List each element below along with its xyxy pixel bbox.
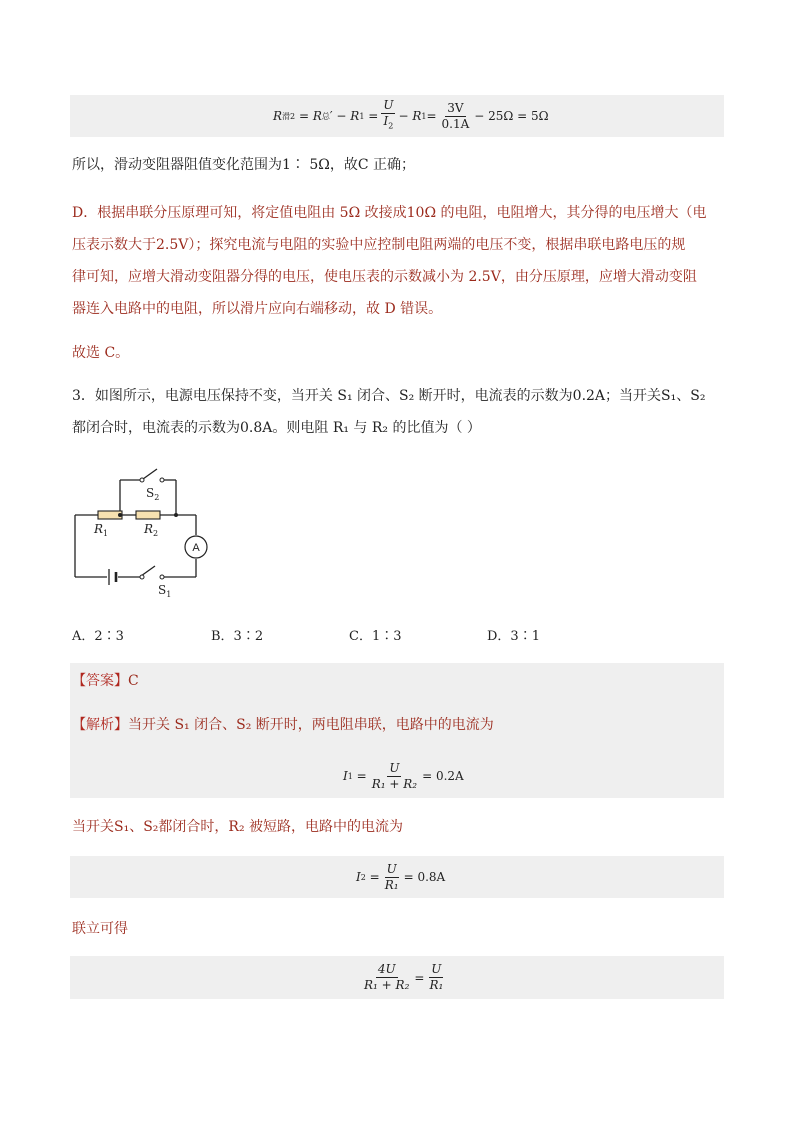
fraction-numerator: 3V (447, 100, 464, 115)
switch-s2-contact (140, 478, 144, 482)
paragraph-choose: 故选 C。 (72, 345, 130, 361)
analysis-line (72, 708, 494, 742)
s1-label: $S_1$ (158, 583, 172, 599)
answer-line (72, 664, 139, 698)
option-c: C．1∶3 (349, 629, 402, 644)
paragraph-union: 联立可得 (72, 921, 128, 937)
paragraph-range: 所以，滑动变阻器阻值变化范围为1∶ 5Ω，故C 正确； (72, 157, 416, 173)
fraction-numerator: 4U (377, 962, 396, 976)
paragraph-both-closed: 当开关S₁、S₂都闭合时，R₂ 被短路，电路中的电流为 (72, 819, 404, 835)
switch-s1-blade (141, 566, 155, 576)
fraction-denominator: R₁ (429, 978, 444, 992)
answer-value: C (128, 673, 139, 689)
eq-subscript: 2 (360, 872, 366, 882)
eq-subscript: 1 (347, 771, 353, 781)
switch-s2-blade (143, 469, 157, 479)
fraction-numerator: U (431, 962, 442, 976)
option-d: D．3∶1 (487, 629, 540, 644)
analysis-text: 当开关 S₁ 闭合、S₂ 断开时，两电阻串联，电路中的电流为 (128, 717, 494, 733)
fraction-denominator: 0.1A (441, 116, 470, 131)
paragraph-option-d-line3: 律可知，应增大滑动变阻器分得的电压，使电压表的示数减小为 2.5V，由分压原理，应增大滑动变阻 (72, 269, 697, 285)
junction-dot (118, 513, 122, 517)
eq-symbol: I (356, 870, 361, 884)
eq-subscript: 2 (388, 121, 394, 131)
equation-i2: I 2 = $\frac{U}{\text{R₁}}$ = 0.8A (356, 861, 446, 892)
fraction-denominator: R₁ + R₂ (371, 776, 418, 791)
fraction-denominator: R₁ + R₂ (364, 978, 410, 992)
s2-label: $S_2$ (146, 486, 160, 502)
answer-tag: 【答案】 (72, 673, 128, 689)
fraction-denominator: I (383, 114, 389, 129)
option-a: A．2∶3 (72, 629, 124, 644)
equation-result: = 0.8A (403, 870, 446, 884)
ammeter-label: A (192, 542, 200, 554)
r2-label: $R_2$ (144, 522, 159, 538)
switch-s1-contact (160, 575, 164, 579)
equation-i1: I 1 = $\frac{U}{\text{R₁ + R₂}}$ = 0.2A (343, 760, 464, 791)
equation-slider-resistance: R 滑2 = R 总 ′ − R 1 = $\frac{U}{I_2}$ − R 1 = $\frac{3V}{0.1A}$ − 25Ω = 5Ω (273, 98, 549, 131)
fraction-numerator: U (386, 861, 397, 876)
fraction-numerator: U (383, 98, 394, 113)
equation-result: = 0.2A (422, 769, 464, 783)
option-b: B．3∶2 (211, 629, 264, 644)
analysis-tag: 【解析】 (72, 717, 128, 733)
junction-dot (174, 513, 178, 517)
resistor-r2 (136, 511, 160, 519)
question-3-line1: 3．如图所示，电源电压保持不变，当开关 S₁ 闭合、S₂ 断开时，电流表的示数为0.2A；当开关S₁、S₂ (72, 388, 706, 404)
circuit-diagram (60, 455, 240, 605)
equation-result: − 25Ω = 5Ω (474, 109, 549, 123)
switch-s1-contact (140, 575, 144, 579)
paragraph-option-d-line2: 压表示数大于2.5V）；探究电流与电阻的实验中应控制电阻两端的电压不变，根据串联电路电压的规 (72, 237, 686, 253)
fraction-denominator: R₁ (384, 877, 399, 892)
paragraph-option-d-line4: 器连入电路中的电阻，所以滑片应向右端移动，故 D 错误。 (72, 301, 443, 317)
eq-subscript: 滑2 (282, 111, 296, 121)
eq-symbol: I (343, 769, 348, 783)
equals-sign: = (414, 970, 425, 985)
equation-combined (359, 957, 448, 998)
fraction-numerator: U (389, 760, 400, 775)
r1-label: $R_1$ (94, 522, 109, 538)
paragraph-option-d-line1: D．根据串联分压原理可知，将定值电阻由 5Ω 改接成10Ω 的电阻，电阻增大，其分得的电压增大（电 (72, 205, 707, 221)
eq-subscript: 总 (321, 111, 330, 121)
switch-s2-contact (160, 478, 164, 482)
question-3-line2: 都闭合时，电流表的示数为0.8A。则电阻 R₁ 与 R₂ 的比值为（ ） (72, 420, 481, 436)
